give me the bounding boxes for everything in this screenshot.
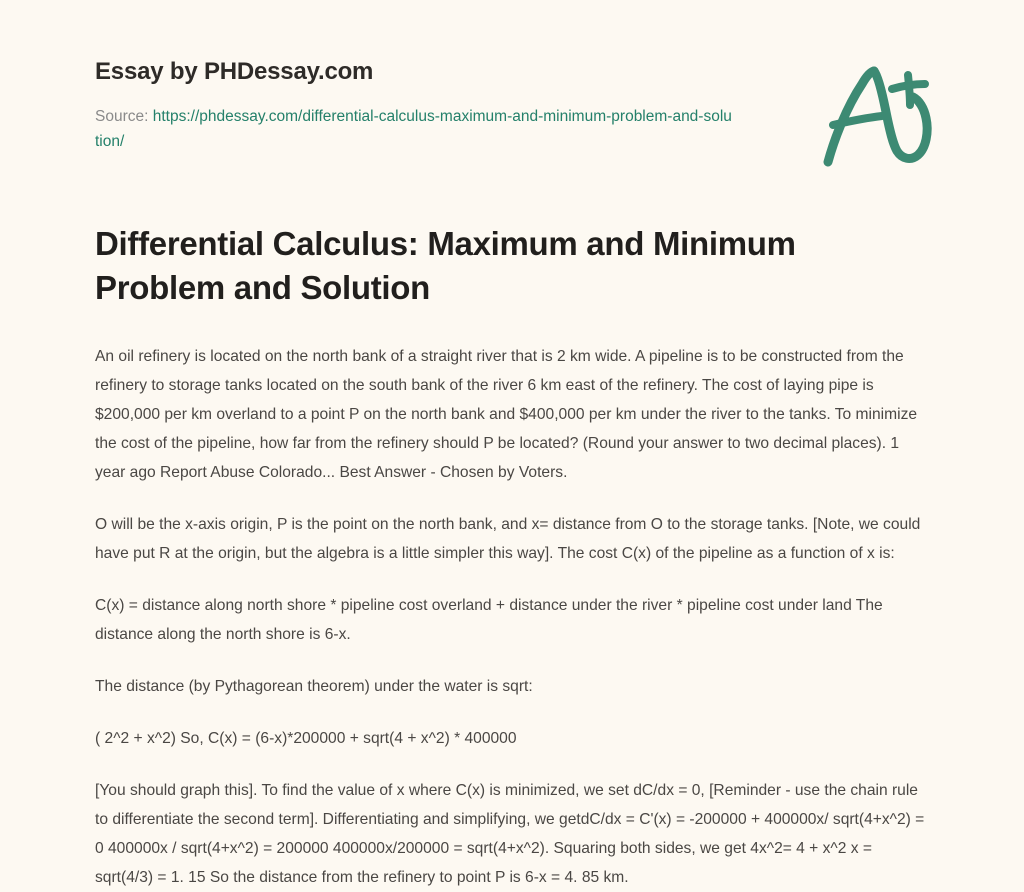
source-url-link[interactable]: https://phdessay.com/differential-calculus-maximum-and-minimum-problem-and-solution/	[95, 108, 732, 150]
article	[95, 222, 931, 892]
source-label: Source:	[95, 108, 149, 125]
a-plus-logo-icon	[812, 62, 936, 170]
paragraph: The distance (by Pythagorean theorem) under the water is sqrt:	[95, 678, 533, 695]
paragraph: [You should graph this]. To find the value of x where C(x) is minimized, we set dC/dx = 0, [Reminder - use the chain rule to differentiate the second term]. Differentiating and simplifying, we getdC/dx = C'(x) = -200000 + 400000x/ sqrt(4+x^2) = 0 400000x / sqrt(4+x^2) = 200000 400000x/200000 = sqrt(4+x^2). Squaring both sides, we get 4x^2= 4 + x^2 x = sqrt(4/3) = 1. 15 So the distance from the refinery to point P is 6-x = 4. 85 km.	[95, 782, 925, 886]
article-title: Differential Calculus: Maximum and Minimum Problem and Solution	[95, 225, 796, 306]
source-line	[95, 104, 735, 154]
a-plus-logo	[812, 62, 936, 170]
article-body	[95, 342, 931, 892]
paragraph: O will be the x-axis origin, P is the point on the north bank, and x= distance from O to the storage tanks. [Note, we could have put R at the origin, but the algebra is a little simpler this way]. The cost C(x) of the pipeline as a function of x is:	[95, 516, 921, 562]
page-header	[95, 57, 795, 154]
site-title: Essay by PHDessay.com	[95, 58, 374, 85]
paragraph: C(x) = distance along north shore * pipeline cost overland + distance under the river * pipeline cost under land The distance along the north shore is 6-x.	[95, 597, 883, 643]
paragraph: ( 2^2 + x^2) So, C(x) = (6-x)*200000 + sqrt(4 + x^2) * 400000	[95, 730, 517, 747]
paragraph: An oil refinery is located on the north bank of a straight river that is 2 km wide. A pipeline is to be constructed from the refinery to storage tanks located on the south bank of the river 6 km east of the refinery. The cost of laying pipe is $200,000 per km overland to a point P on the north bank and $400,000 per km under the river to the tanks. To minimize the cost of the pipeline, how far from the refinery should P be located? (Round your answer to two decimal places). 1 year ago Report Abuse Colorado... Best Answer - Chosen by Voters.	[95, 348, 918, 481]
